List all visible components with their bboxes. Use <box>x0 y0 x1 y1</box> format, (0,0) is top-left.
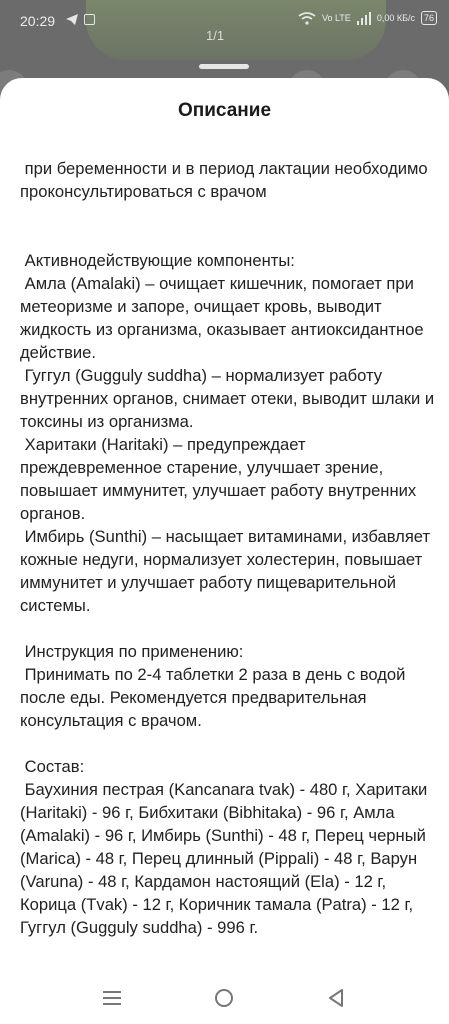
signal-icon <box>357 12 371 25</box>
battery-icon: 76 <box>421 11 437 25</box>
spacer <box>20 617 435 640</box>
status-time: 20:29 <box>20 13 56 29</box>
spacer <box>20 226 435 249</box>
data-speed: 0,00 КБ/с <box>376 13 415 23</box>
home-button[interactable] <box>212 986 236 1010</box>
image-counter: 1/1 <box>206 28 225 43</box>
status-bar <box>0 0 449 44</box>
description-sheet <box>0 78 449 1024</box>
system-navigation-bar <box>0 968 449 1024</box>
paragraph-guggul: Гуггул (Gugguly suddha) – нормализует работу внутренних органов, снимает отеки, выводит шлаки и токсины из организма. <box>20 366 439 431</box>
recent-apps-button[interactable] <box>100 986 124 1010</box>
paragraph-amla: Амла (Amalaki) – очищает кишечник, помогает при метеоризме и запоре, очищает кровь, выводит жидкость из организма, оказывает антиоксидантное действие. <box>20 274 429 362</box>
paragraph-haritaki: Харитаки (Haritaki) – предупреждает преждевременное старение, улучшает зрение, повышает иммунитет, улучшает работу внутренних органов. <box>20 435 421 523</box>
spacer <box>20 732 435 755</box>
wifi-icon <box>298 12 316 25</box>
heading-instructions: Инструкция по применению: <box>20 642 244 661</box>
menu-icon <box>100 986 124 1010</box>
sheet-drag-handle[interactable] <box>199 64 249 69</box>
notification-icons <box>66 14 95 25</box>
telegram-icon <box>66 14 78 25</box>
paragraph-ginger: Имбирь (Sunthi) – насыщает витаминами, избавляет кожные недуги, нормализует холестерин, повышает иммунитет и улучшает работу пищеварительной системы. <box>20 527 435 615</box>
system-icons <box>298 11 437 25</box>
description-text <box>20 157 439 939</box>
paragraph-instructions: Принимать по 2-4 таблетки 2 раза в день с водой после еды. Рекомендуется предварительная консультация с врачом. <box>20 665 411 730</box>
back-icon <box>324 986 348 1010</box>
back-button[interactable] <box>324 986 348 1010</box>
volte-label: Vo LTE <box>321 13 351 23</box>
home-icon <box>212 986 236 1010</box>
heading-composition: Состав: <box>20 757 85 776</box>
paragraph-composition: Баухиния пестрая (Kancanara tvak) - 480 г, Харитаки (Haritaki) - 96 г, Бибхитаки (Bibhitaka) - 96 г, Амла (Amalaki) - 96 г, Имбирь (Sunthi) - 48 г, Перец черный (Marica) - 48 г, Перец длинный (Pippali) - 48 г, Варун (Varuna) - 48 г, Кардамон настоящий (Ela) - 12 г, Корица (Tvak) - 12 г, Коричник тамала (Patra) - 12 г, Гуггул (Gugguly suddha) - 996 г. <box>20 780 432 937</box>
app-notification-icon <box>84 14 95 25</box>
paragraph-warning: при беременности и в период лактации необходимо проконсультироваться с врачом <box>20 159 433 201</box>
sheet-title: Описание <box>177 100 272 121</box>
heading-active-components: Активнодействующие компоненты: <box>20 251 295 270</box>
spacer <box>20 203 435 226</box>
